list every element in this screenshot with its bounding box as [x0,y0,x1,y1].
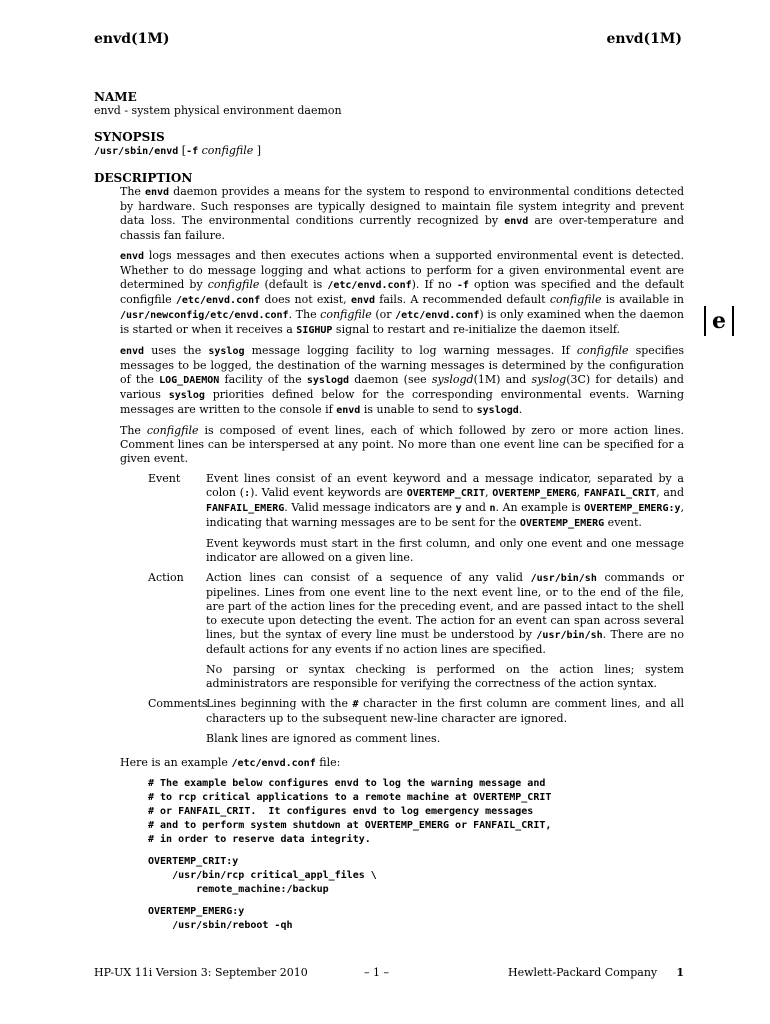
action-description-1: Action lines can consist of a sequence of any valid /usr/bin/sh commands or pipelines. Lines from one event line to the next event line, or to the end of the file, are part of the action lines for the preceding event, and are passed intact to the shell to execute upon detecting the event. The action for an event can span across several lines, but the syntax of every line must be understood by /usr/bin/sh. There are no default actions for any events if no action lines are specified. [206,571,685,656]
comments-description-1: Lines beginning with the # character in the first column are comment lines, and all characters up to the subsequent new-line character are ignored. [206,697,684,725]
description-paragraph-2: envd logs messages and then executes actions when a supported environmental event is detected. Whether to do message logging and what actions to perform for a given environmental event are determined by configfile (default is /etc/envd.conf). If no -f option was specified and the default configfile /etc/envd.conf does not exist, envd fails. A recommended default configfile is available in /usr/newconfig/etc/envd.conf. The configfile (or /etc/envd.conf) is only examined when the daemon is started or when it receives a SIGHUP signal to restart and re-initialize the daemon itself. [120,249,685,336]
term-comments: Comments [148,697,208,710]
example-overtemp-emerg-block: OVERTEMP_EMERG:y /usr/sbin/reboot -qh [148,906,293,931]
comments-description-2: Blank lines are ignored as comment lines. [206,732,441,745]
definition-comments [120,697,684,752]
section-tab-letter: e [704,306,734,336]
synopsis-command: /usr/sbin/envd [94,146,179,157]
term-action: Action [148,571,184,584]
footer-page-marker: – 1 – [364,966,389,979]
definition-list [120,472,684,752]
page-header-right: envd(1M) [606,31,682,47]
synopsis-close-bracket: ] [253,144,262,157]
synopsis-line [94,144,684,159]
action-description-2: No parsing or syntax checking is performed on the action lines; system administrators are responsible for verifying the correctness of the action syntax. [206,663,684,690]
description-paragraph-4: The configfile is composed of event lines, each of which followed by zero or more action lines. Comment lines can be interspersed at any point. No more than one event line can be specified for a given event. [120,424,684,465]
example-comment-block: # The example below configures envd to log the warning message and # to rcp critical applications to a remote machine at OVERTEMP_CRIT # or FANFAIL_CRIT. It configures envd to log emergency messages # and to perform system shutdown at OVERTEMP_EMERG or FANFAIL_CRIT, # in order to reserve data integrity. [148,778,552,845]
definition-event [120,472,684,571]
description-heading: DESCRIPTION [94,171,193,185]
name-text: envd - system physical environment daemon [94,104,342,117]
example-intro: Here is an example /etc/envd.conf file: [120,756,341,769]
synopsis-heading: SYNOPSIS [94,130,165,144]
name-heading: NAME [94,90,137,104]
event-description-1: Event lines consist of an event keyword and a message indicator, separated by a colon (:). Valid event keywords are OVERTEMP_CRIT, OVERTEMP_EMERG, FANFAIL_CRIT, and FANFAIL_EMERG. Valid message indicators are y and n. An example is OVERTEMP_EMERG:y, indicating that warning messages are to be sent for the OVERTEMP_EMERG event. [206,472,685,529]
definition-action [120,571,684,697]
page-header-left: envd(1M) [94,31,170,47]
synopsis-flag: -f [186,146,199,157]
example-overtemp-crit-block: OVERTEMP_CRIT:y /usr/bin/rcp critical_appl_files \ remote_machine:/backup [148,856,377,895]
footer-page-number: 1 [676,966,684,979]
synopsis-open-bracket: [ [178,144,187,157]
description-paragraph-1: The envd daemon provides a means for the system to respond to environmental conditions detected by hardware. Such responses are typically designed to maintain file system integrity and prevent data loss. The environmental conditions currently recognized by envd are over-temperature and chassis fan failure. [120,185,684,242]
page-content [94,90,684,941]
synopsis-arg: configfile [198,144,254,157]
footer-company: Hewlett-Packard Company [508,966,658,979]
footer-version: HP-UX 11i Version 3: September 2010 [94,966,308,979]
term-event: Event [148,472,181,485]
description-paragraph-3: envd uses the syslog message logging facility to log warning messages. If configfile specifies messages to be logged, the destination of the warning messages is determined by the configuration of the LOG_DAEMON facility of the syslogd daemon (see syslogd(1M) and syslog(3C) for details) and various syslog priorities defined below for the corresponding environmental events. Warning messages are written to the console if envd is unable to send to syslogd. [120,344,684,416]
event-description-2: Event keywords must start in the first column, and only one event and one message indicator are allowed on a given line. [206,537,684,564]
